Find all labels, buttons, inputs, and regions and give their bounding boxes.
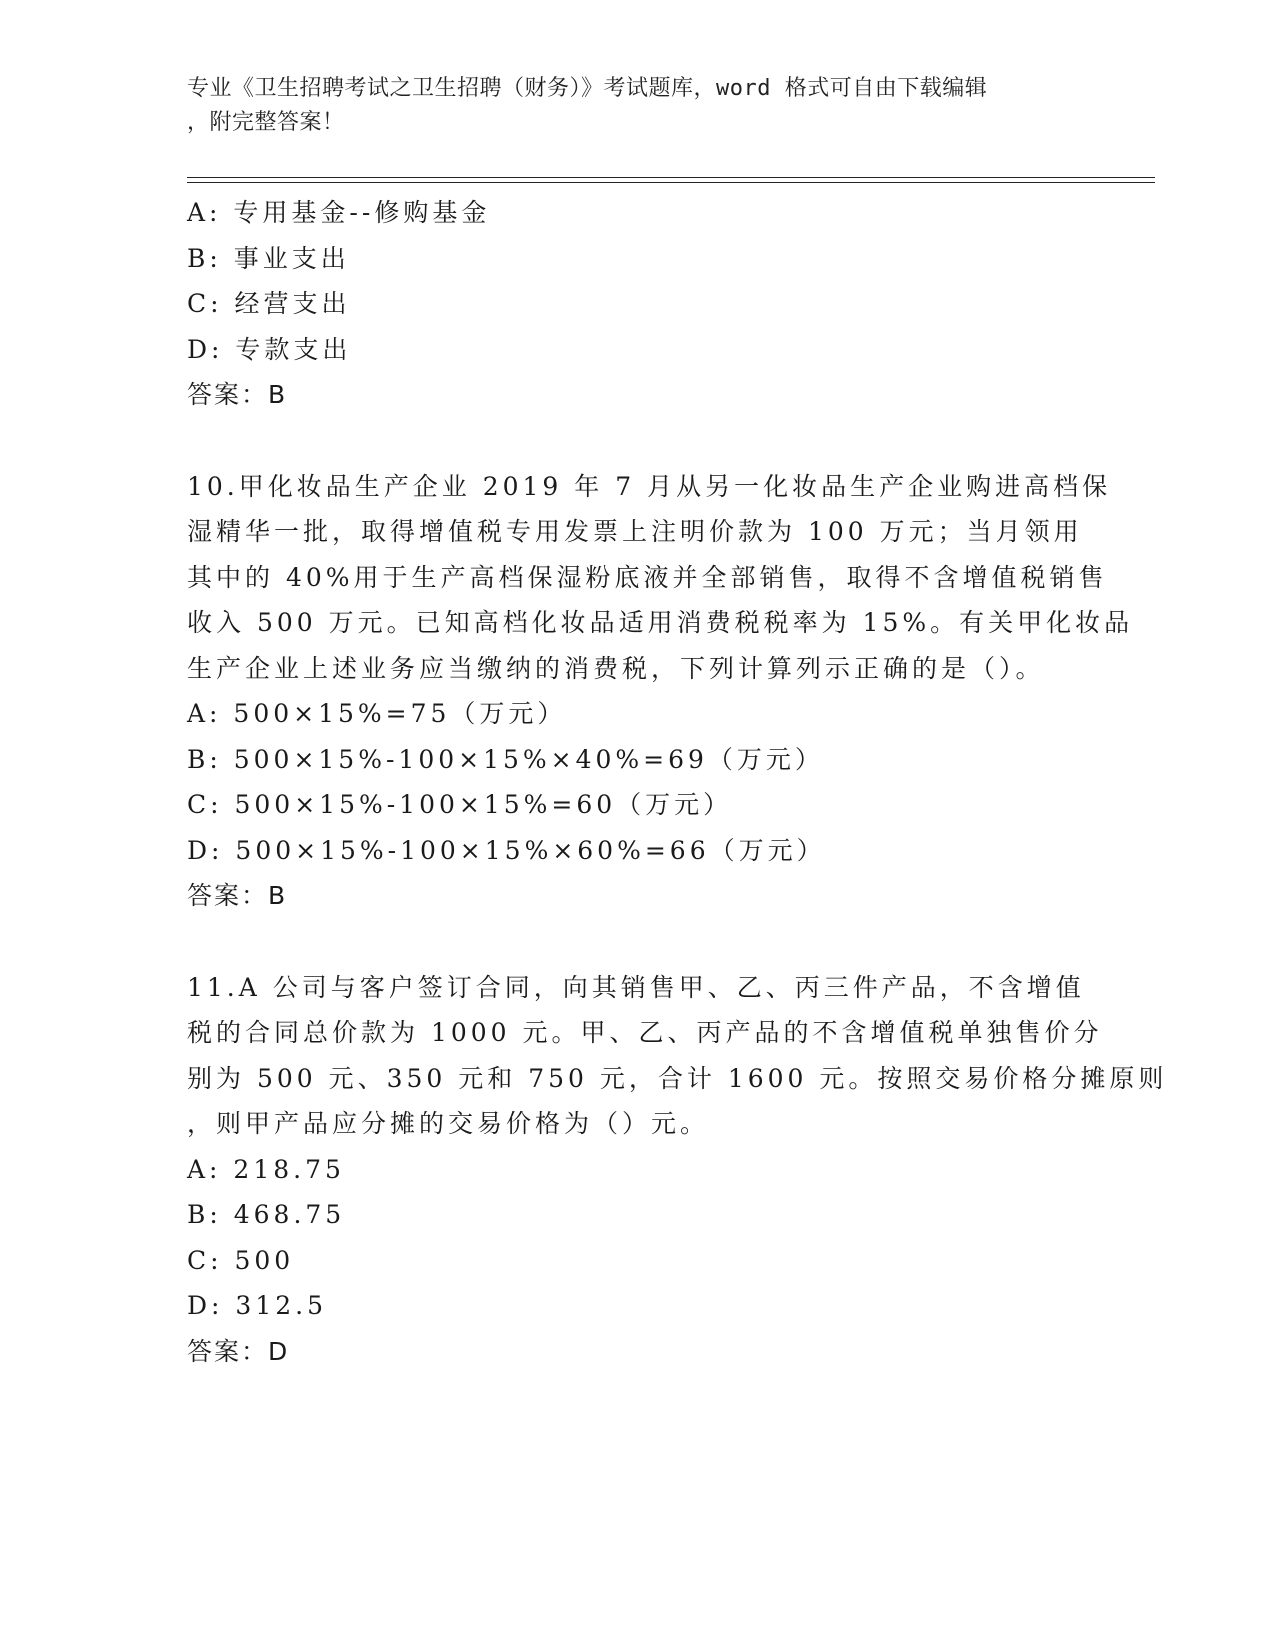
question-text-line: 别为 500 元、350 元和 750 元，合计 1600 元。按照交易价格分摊原则 [187,1063,1168,1093]
answer-line: 答案：D [187,1336,290,1366]
answer-line: 答案：B [187,881,288,910]
question-text-line: 生产企业上述业务应当缴纳的消费税，下列计算列示正确的是（）。 [187,653,1045,683]
option-d: D: 500×15%-100×15%×60%=66（万元） [187,835,826,865]
option-d: D: 专款支出 [187,334,352,364]
answer-line: 答案：B [187,380,288,409]
option-b: B: 500×15%-100×15%×40%=69（万元） [187,744,824,774]
question-text-line: 11.A 公司与客户签订合同，向其销售甲、乙、丙三件产品，不含增值 [187,972,1085,1002]
header-line-1: 专业《卫生招聘考试之卫生招聘（财务）》考试题库，word 格式可自由下载编辑 [187,76,988,101]
question-10-block [187,464,1134,919]
question-text-line: 收入 500 万元。已知高档化妆品适用消费税税率为 15%。有关甲化妆品 [187,608,1134,637]
option-d: D: 312.5 [187,1291,327,1320]
header-line-2: ，附完整答案！ [187,110,345,135]
question-text-line: 其中的 40%用于生产高档保湿粉底液并全部销售，取得不含增值税销售 [187,562,1108,592]
option-c: C: 500 [187,1245,295,1275]
document-header [187,72,1087,140]
header-divider-bottom [187,182,1155,183]
option-a: A: 专用基金--修购基金 [187,198,491,227]
question-text-line: 湿精华一批，取得增值税专用发票上注明价款为 100 万元；当月领用 [187,517,1083,546]
option-a: A: 500×15%=75（万元） [187,699,567,728]
question-text-line: ，则甲产品应分摊的交易价格为（）元。 [187,1109,710,1138]
header-divider-top [187,177,1155,178]
option-b: B: 468.75 [187,1200,346,1229]
option-a: A: 218.75 [187,1154,345,1184]
question-9-block [187,190,1107,418]
question-11-block [187,965,1168,1375]
option-b: B: 事业支出 [187,243,350,273]
question-text-line: 税的合同总价款为 1000 元。甲、乙、丙产品的不含增值税单独售价分 [187,1018,1103,1047]
question-text-line: 10.甲化妆品生产企业 2019 年 7 月从另一化妆品生产企业购进高档保 [187,471,1112,501]
document-body [187,190,1168,1374]
option-c: C: 经营支出 [187,289,351,318]
option-c: C: 500×15%-100×15%=60（万元） [187,790,733,819]
